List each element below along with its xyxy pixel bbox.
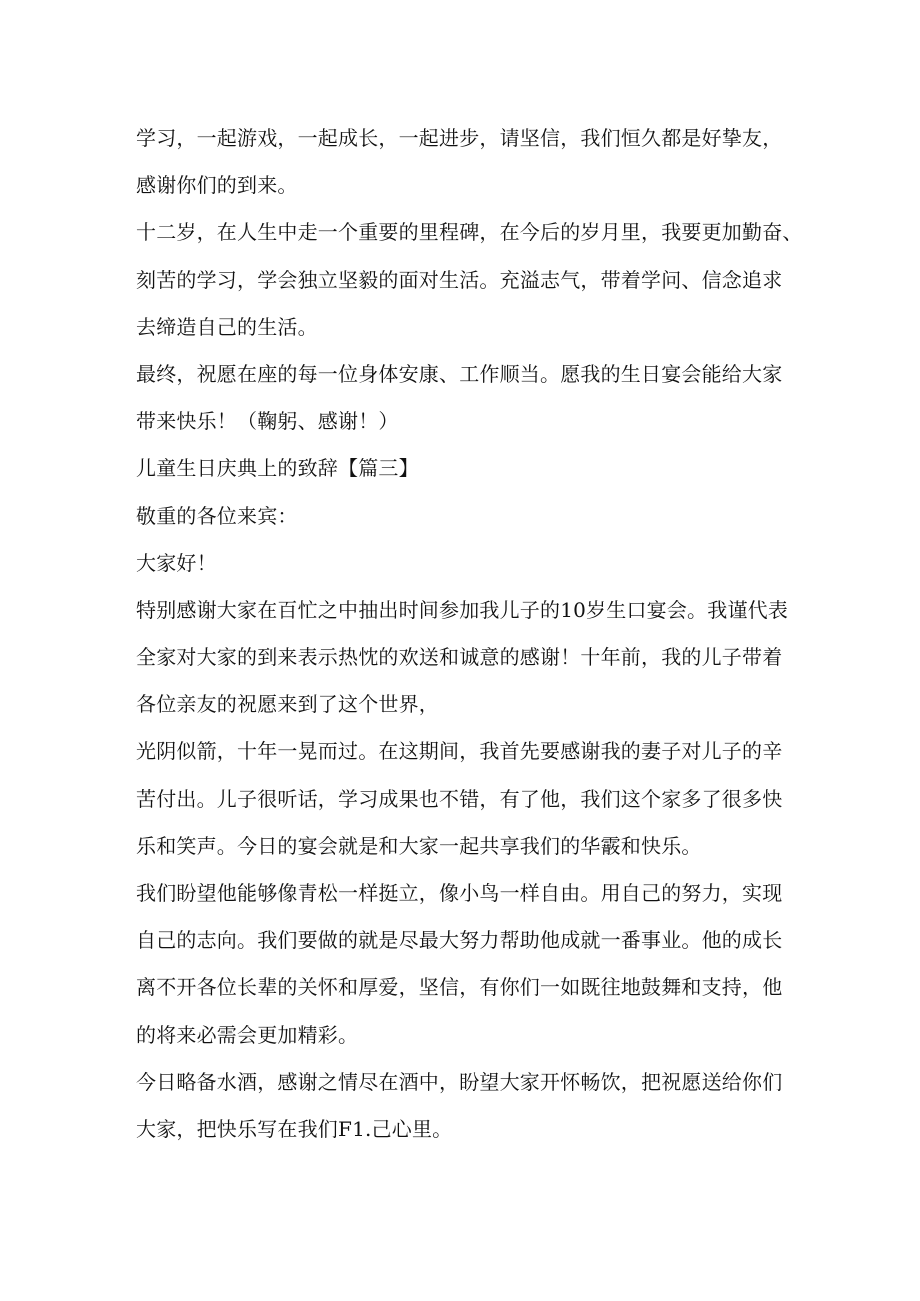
text-line: 自己的志向。我们要做的就是尽最大努力帮助他成就一番事业。他的成长	[136, 928, 783, 953]
section-heading: 儿童生日庆典上的致辞【篇三】	[136, 456, 419, 481]
text-line: 大家，把快乐写在我们F1.己心里。	[136, 1116, 453, 1141]
greeting: 大家好！	[136, 550, 217, 575]
text-line: 今日略备水酒，感谢之情尽在酒中，盼望大家开怀畅饮，把祝愿送给你们	[136, 1069, 783, 1094]
text-line: 的将来必需会更加精彩。	[136, 1022, 359, 1047]
text-line: 特别感谢大家在百忙之中抽出时间参加我儿子的10岁生口宴会。我谨代表	[136, 597, 789, 622]
text-line: 十二岁，在人生中走一个重要的里程碑，在今后的岁月里，我要更加勤奋、	[136, 220, 803, 245]
text-line: 苦付出。儿子很听话，学习成果也不错，有了他，我们这个家多了很多快	[136, 786, 783, 811]
text-line: 全家对大家的到来表示热忱的欢送和诚意的感谢！十年前，我的儿子带着	[136, 645, 783, 670]
text-line: 学习，一起游戏，一起成长，一起进步，请坚信，我们恒久都是好挚友，	[136, 126, 783, 150]
salutation: 敬重的各位来宾：	[136, 503, 298, 528]
text-line: 刻苦的学习，学会独立坚毅的面对生活。充溢志气，带着学问、信念追求	[136, 267, 783, 292]
text-line: 我们盼望他能够像青松一样挺立，像小鸟一样自由。用自己的努力，实现	[136, 881, 783, 905]
text-line: 去缔造自己的生活。	[136, 314, 318, 339]
document-body	[136, 115, 803, 1153]
text-line: 光阴似箭，十年一晃而过。在这期间，我首先要感谢我的妻子对儿子的辛	[136, 739, 783, 764]
text-line: 离不开各位长辈的关怀和厚爱，坚信，有你们一如既往地鼓舞和支持，他	[136, 975, 783, 1000]
text-line: 感谢你们的到来。	[136, 173, 298, 198]
text-line: 乐和笑声。今日的宴会就是和大家一起共享我们的华霰和快乐。	[136, 833, 702, 858]
text-line: 带来快乐！（鞠躬、感谢！）	[136, 409, 399, 434]
text-line: 各位亲友的祝愿来到了这个世界，	[136, 692, 439, 717]
text-line: 最终，祝愿在座的每一位身体安康、工作顺当。愿我的生日宴会能给大家	[136, 361, 783, 386]
